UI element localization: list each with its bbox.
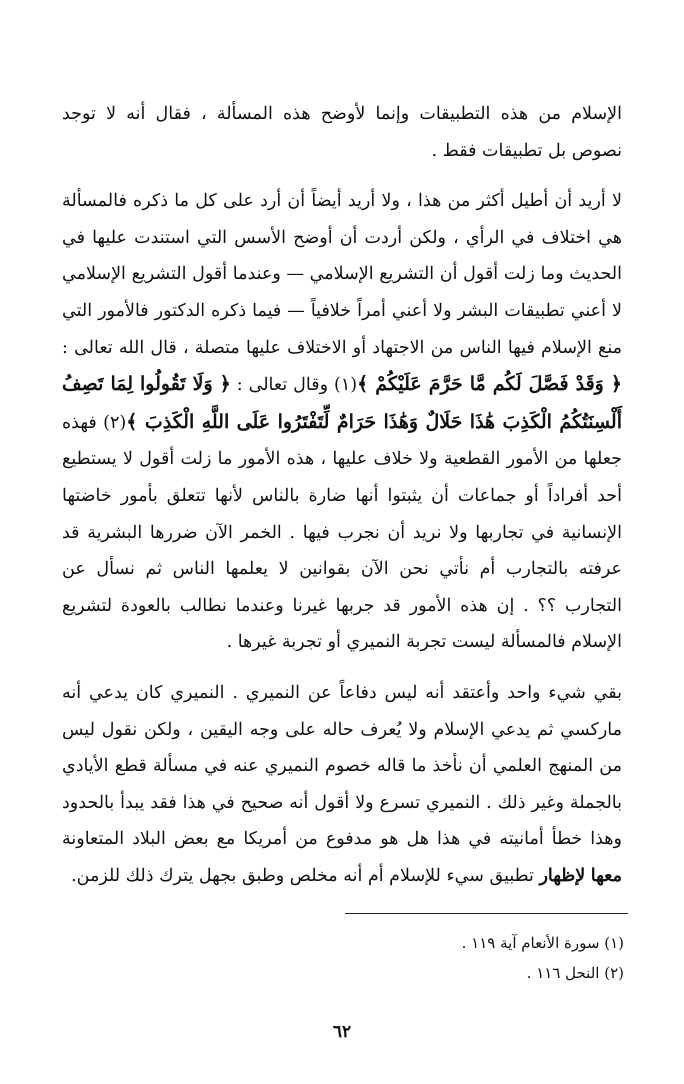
text-run: (٢) فهذه جعلها من الأمور القطعية ولا خلاف عليها ، هذه الأمور ما زلت أقول لا يستطيع أحد أفراداً أو جماعات أن يثبتوا أنها ضارة بالناس لأنها تتعلق بأمور خاضتها الإنسانية في تجاربها ولا نريد أن نجرب فيها . الخمر الآن ضررها البشرية قد عرفته بالتجارب أم نأتي نحن الآن بقوانين لا يعلمها الناس ثم نسأل عن التجارب ؟؟ . إن هذه الأمور قد جربها غيرنا وعندما نطالب بالعودة لتشريع الإسلام فالمسألة ليست تجربة النميري أو تجربة غيرها . xyxy=(62,412,622,653)
text-run: تطبيق سيء للإسلام أم أنه مخلص وطبق بجهل يترك ذلك للزمن. xyxy=(71,865,540,886)
text-run: بقي شيء واحد وأعتقد أنه ليس دفاعاً عن النميري . النميري كان يدعي أنه ماركسي ثم يدعي الإسلام ولا يُعرف حاله على وجه اليقين ، ولكن نقول ليس من المنهج العلمي أن نأخذ ما قاله خصوم النميري عنه في مسألة قطع الأيادي بالجملة وغير ذلك . النميري تسرع ولا أقول أنه صحيح في هذا فقد يبدأ بالحدود وهذا خطأ أمانيته في هذا هل هو مدفوع من أمريكا مع بعض البلاد المتعاونة xyxy=(62,682,622,850)
footnote-separator xyxy=(345,913,628,914)
footnote: (١) سورة الأنعام آية ١١٩ . xyxy=(461,934,624,952)
bold-word: لإظهار xyxy=(539,865,586,886)
text-run: الإسلام من هذه التطبيقات وإنما لأوضح هذه المسألة ، فقال أنه لا توجد نصوص بل تطبيقات فقط . xyxy=(62,104,622,161)
bold-word: معها xyxy=(590,865,622,886)
footnotes xyxy=(324,928,624,988)
text-run: (١) وقال تعالى : xyxy=(230,375,358,396)
text-run: لا أريد أن أطيل أكثر من هذا ، ولا أريد أيضاً أن أرد على كل ما ذكره فالمسألة هي اختلاف في الرأي ، ولكن أردت أن أوضح الأسس التي استندت عليها في الحديث وما زلت أقول أن التشريع الإسلامي — وعندما أقول التشريع الإسلامي لا أعني تطبيقات البشر ولا أعني أمراً خلافياً — فيما ذكره الدكتور فالأمور التي منع الإسلام فيها الناس من الاجتهاد أو الاختلاف عليها متصلة ، قال الله تعالى : xyxy=(62,191,622,358)
paragraph-2 xyxy=(62,183,622,661)
footnote: (٢) النحل ١١٦ . xyxy=(526,964,624,982)
paragraph-3 xyxy=(62,675,622,895)
quran-verse-2: ﴿ وَلَا تَقُولُوا لِمَا تَصِفُ أَلْسِنَتُكُمُ الْكَذِبَ هَٰذَا حَلَالٌ وَهَٰذَا حَرَامٌ لِّتَفْتَرُوا عَلَى اللَّهِ الْكَذِبَ ﴾ xyxy=(62,373,622,433)
paragraph-1 xyxy=(62,96,622,169)
page-number: ٦٢ xyxy=(332,1022,352,1042)
quran-verse-1: ﴿ وَقَدْ فَصَّلَ لَكُم مَّا حَرَّمَ عَلَيْكُمْ ﴾ xyxy=(357,373,623,396)
main-text xyxy=(62,96,622,894)
